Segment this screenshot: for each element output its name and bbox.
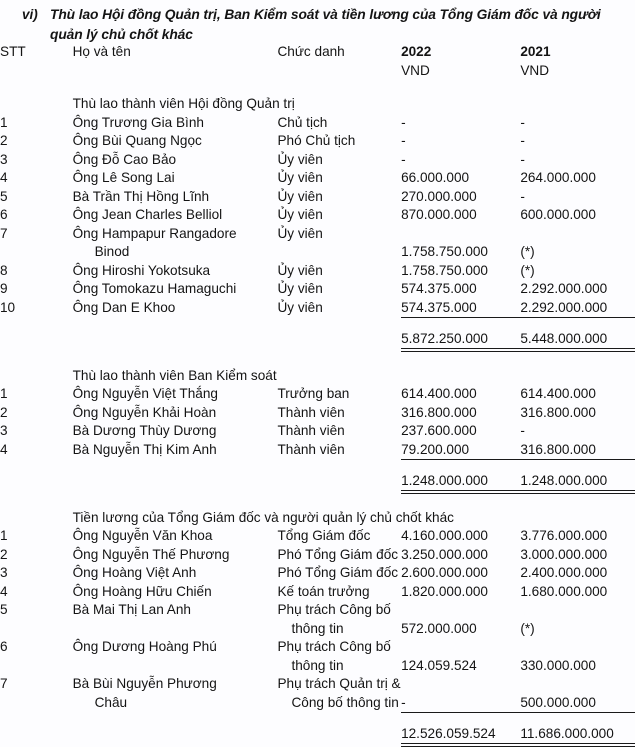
total-amount-prior: 1.248.000.000 bbox=[520, 472, 608, 488]
row-stt-continuation bbox=[0, 243, 73, 262]
row-name: Ông Hampapur Rangadore bbox=[72, 225, 237, 241]
row-name: Bà Dương Thùy Dương bbox=[72, 423, 217, 438]
row-role: Ủy viên bbox=[277, 281, 323, 296]
header-role: Chức danh bbox=[277, 44, 345, 59]
spacer-cell bbox=[0, 713, 73, 720]
spacer-cell bbox=[73, 494, 278, 509]
spacer-cell bbox=[277, 318, 401, 325]
row-role: Ủy viên bbox=[277, 262, 323, 278]
row-stt: 2 bbox=[0, 404, 8, 420]
table-row bbox=[0, 601, 635, 620]
row-name: Ông Nguyễn Việt Thắng bbox=[72, 386, 218, 401]
row-name: Ông Bùi Quang Ngọc bbox=[72, 133, 202, 148]
row-stt: 5 bbox=[0, 602, 8, 617]
row-amount-current: 574.375.000 bbox=[401, 299, 477, 315]
table-row bbox=[0, 299, 635, 318]
table-row bbox=[0, 262, 635, 281]
row-amount-current: - bbox=[401, 133, 406, 148]
section-title-row bbox=[0, 95, 635, 114]
row-amount-prior: - bbox=[520, 151, 525, 167]
section-title-row bbox=[0, 509, 635, 528]
table-row bbox=[0, 422, 635, 441]
table-row bbox=[0, 441, 635, 460]
currency-spacer-role bbox=[277, 62, 401, 81]
row-amount-current-spacer bbox=[401, 225, 520, 244]
row-role-continuation: thông tin bbox=[291, 657, 344, 673]
spacer-cell bbox=[520, 318, 635, 325]
row-role: Tổng Giám đốc bbox=[277, 528, 371, 543]
spacer-cell bbox=[0, 80, 73, 95]
row-name: Ông Jean Charles Belliol bbox=[72, 207, 223, 222]
row-stt: 3 bbox=[0, 151, 8, 167]
row-amount-prior: (*) bbox=[520, 620, 535, 636]
row-stt: 2 bbox=[0, 546, 8, 562]
table-head bbox=[0, 43, 635, 80]
row-amount-current-spacer bbox=[401, 601, 520, 620]
row-amount-prior: 600.000.000 bbox=[520, 207, 596, 222]
row-amount-prior: 264.000.000 bbox=[520, 170, 596, 185]
section-title-stt-spacer bbox=[0, 509, 73, 528]
row-name: Bà Trần Thị Hồng Lĩnh bbox=[72, 188, 210, 204]
row-name-continuation: Châu bbox=[94, 694, 128, 710]
row-amount-prior-spacer bbox=[520, 225, 635, 244]
header-year-prior: 2021 bbox=[520, 44, 551, 59]
row-amount-current: - bbox=[401, 114, 406, 130]
row-name-continuation bbox=[73, 620, 278, 639]
table-row bbox=[0, 638, 635, 657]
total-amount-current: 1.248.000.000 bbox=[401, 472, 488, 488]
spacer-cell bbox=[0, 744, 73, 747]
total-name-spacer bbox=[73, 472, 278, 491]
row-stt: 6 bbox=[0, 639, 8, 654]
table-row bbox=[0, 404, 635, 423]
row-role: Ủy viên bbox=[277, 225, 323, 241]
section-gap bbox=[0, 352, 635, 367]
row-role: Ủy viên bbox=[277, 170, 323, 185]
table-row bbox=[0, 132, 635, 151]
spacer-cell bbox=[73, 318, 278, 325]
row-amount-prior-spacer bbox=[520, 675, 635, 694]
total-role-spacer bbox=[277, 472, 401, 491]
note-title: Thù lao Hội đồng Quản trị, Ban Kiểm soát và tiền lương của Tổng Giám đốc và người quản lý chủ chốt khác bbox=[50, 7, 601, 42]
spacer-cell bbox=[520, 744, 635, 747]
row-name: Ông Nguyễn Văn Khoa bbox=[72, 528, 213, 543]
currency-spacer-stt bbox=[0, 62, 73, 81]
row-amount-current: - bbox=[401, 694, 406, 710]
row-role: Trưởng ban bbox=[277, 386, 350, 401]
spacer-cell bbox=[73, 744, 278, 747]
table-row bbox=[0, 564, 635, 583]
row-amount-current: 1.820.000.000 bbox=[401, 583, 488, 599]
row-name: Ông Hiroshi Yokotsuka bbox=[72, 262, 211, 278]
row-name: Ông Nguyễn Thế Phương bbox=[72, 546, 230, 562]
row-amount-prior: 2.400.000.000 bbox=[520, 565, 608, 580]
row-amount-prior: - bbox=[520, 188, 525, 204]
spacer-cell bbox=[401, 318, 520, 325]
row-stt: 3 bbox=[0, 565, 8, 580]
total-stt-spacer bbox=[0, 725, 73, 744]
row-name: Bà Nguyễn Thị Kim Anh bbox=[72, 441, 217, 457]
spacer-cell bbox=[73, 80, 278, 95]
row-stt: 6 bbox=[0, 207, 8, 222]
section-total-row bbox=[0, 472, 635, 491]
note-heading bbox=[0, 5, 635, 45]
spacer-cell bbox=[73, 352, 278, 367]
row-role: Phụ trách Quản trị & bbox=[277, 676, 401, 691]
currency-current: VND bbox=[401, 62, 430, 78]
spacer-cell bbox=[277, 494, 401, 509]
spacer-cell bbox=[520, 713, 635, 720]
table-row-continuation bbox=[0, 243, 635, 262]
header-stt: STT bbox=[0, 44, 26, 59]
row-name: Bà Mai Thị Lan Anh bbox=[72, 602, 191, 617]
table-body bbox=[0, 80, 635, 747]
currency-prior: VND bbox=[520, 62, 550, 78]
table-row bbox=[0, 151, 635, 170]
table-row-continuation bbox=[0, 694, 635, 713]
section-gap bbox=[0, 80, 635, 95]
currency-spacer-name bbox=[73, 62, 278, 81]
table-row bbox=[0, 114, 635, 133]
spacer-cell bbox=[401, 713, 520, 720]
row-name: Ông Tomokazu Hamaguchi bbox=[72, 281, 237, 296]
row-role: Thành viên bbox=[277, 404, 345, 420]
row-role: Phó Chủ tịch bbox=[277, 133, 356, 148]
remuneration-table bbox=[0, 43, 635, 747]
total-role-spacer bbox=[277, 330, 401, 349]
spacer-cell bbox=[277, 80, 401, 95]
row-amount-prior-spacer bbox=[520, 601, 635, 620]
total-amount-prior: 5.448.000.000 bbox=[520, 330, 608, 346]
table-row bbox=[0, 188, 635, 207]
row-role: Chủ tịch bbox=[277, 114, 328, 130]
row-name: Ông Hoàng Việt Anh bbox=[72, 565, 197, 580]
spacer-cell bbox=[0, 494, 73, 509]
row-stt-continuation bbox=[0, 657, 73, 676]
row-amount-current: 572.000.000 bbox=[401, 620, 477, 636]
row-role: Phụ trách Công bố bbox=[277, 639, 391, 654]
row-name: Bà Bùi Nguyễn Phương bbox=[72, 676, 217, 691]
section-total-row bbox=[0, 725, 635, 744]
section-total-row bbox=[0, 330, 635, 349]
row-role-continuation bbox=[277, 243, 401, 262]
spacer-cell bbox=[520, 494, 635, 509]
row-role: Kế toán trưởng bbox=[277, 583, 370, 599]
total-stt-spacer bbox=[0, 330, 73, 349]
row-stt: 8 bbox=[0, 262, 8, 278]
row-amount-prior: 330.000.000 bbox=[520, 657, 596, 673]
total-name-spacer bbox=[73, 330, 278, 349]
row-amount-prior: 316.800.000 bbox=[520, 404, 596, 420]
section-title: Thù lao thành viên Hội đồng Quản trị bbox=[72, 96, 295, 111]
row-amount-prior: 2.292.000.000 bbox=[520, 281, 608, 296]
table-row bbox=[0, 385, 635, 404]
row-amount-current: 79.200.000 bbox=[401, 441, 470, 457]
table-row bbox=[0, 583, 635, 602]
spacer-cell bbox=[0, 352, 73, 367]
section-gap bbox=[0, 494, 635, 509]
row-name: Ông Nguyễn Khải Hoàn bbox=[72, 404, 217, 420]
total-amount-current: 5.872.250.000 bbox=[401, 330, 488, 346]
row-amount-prior: - bbox=[520, 133, 525, 148]
spacer-cell bbox=[0, 460, 73, 467]
row-amount-current: 3.250.000.000 bbox=[401, 546, 488, 562]
section-title-stt-spacer bbox=[0, 95, 73, 114]
row-amount-current-spacer bbox=[401, 675, 520, 694]
table-row bbox=[0, 527, 635, 546]
note-marker: vi) bbox=[22, 7, 38, 22]
row-amount-prior: 3.000.000.000 bbox=[520, 546, 608, 562]
row-name-continuation bbox=[73, 657, 278, 676]
total-rule-top bbox=[0, 713, 635, 720]
spacer-cell bbox=[277, 713, 401, 720]
row-stt-continuation bbox=[0, 620, 73, 639]
spacer-cell bbox=[277, 352, 401, 367]
table-currency-row bbox=[0, 62, 635, 81]
row-stt: 5 bbox=[0, 188, 8, 204]
row-stt-continuation bbox=[0, 694, 73, 713]
spacer-cell bbox=[73, 460, 278, 467]
total-rule-top bbox=[0, 318, 635, 325]
row-role-continuation: thông tin bbox=[291, 620, 344, 636]
spacer-cell bbox=[401, 494, 520, 509]
row-amount-current: 574.375.000 bbox=[401, 281, 477, 296]
header-year-current: 2022 bbox=[401, 44, 432, 59]
table-row bbox=[0, 675, 635, 694]
row-stt: 4 bbox=[0, 441, 8, 457]
section-title-stt-spacer bbox=[0, 367, 73, 386]
total-amount-current: 12.526.059.524 bbox=[401, 725, 496, 741]
table-row bbox=[0, 546, 635, 565]
row-amount-prior: 3.776.000.000 bbox=[520, 528, 608, 543]
row-amount-current: 614.400.000 bbox=[401, 386, 477, 401]
row-amount-current: 316.800.000 bbox=[401, 404, 477, 420]
row-name-continuation: Binod bbox=[94, 244, 130, 259]
row-amount-prior: 614.400.000 bbox=[520, 386, 596, 401]
row-amount-current: 270.000.000 bbox=[401, 188, 477, 204]
total-name-spacer bbox=[73, 725, 278, 744]
row-role: Thành viên bbox=[277, 441, 345, 457]
spacer-cell bbox=[520, 352, 635, 367]
row-amount-prior-spacer bbox=[520, 638, 635, 657]
row-amount-current: 237.600.000 bbox=[401, 423, 477, 438]
section-title: Tiền lương của Tổng Giám đốc và người quản lý chủ chốt khác bbox=[72, 509, 454, 525]
spacer-cell bbox=[401, 460, 520, 467]
row-stt: 1 bbox=[0, 528, 8, 543]
header-name: Họ và tên bbox=[72, 44, 131, 59]
row-amount-prior: - bbox=[520, 423, 525, 438]
row-role: Phó Tổng Giám đốc bbox=[277, 565, 399, 580]
table-row-continuation bbox=[0, 620, 635, 639]
row-stt: 2 bbox=[0, 133, 8, 148]
row-amount-prior: 316.800.000 bbox=[520, 441, 596, 457]
spacer-cell bbox=[0, 318, 73, 325]
row-amount-current: 4.160.000.000 bbox=[401, 528, 488, 543]
row-name: Ông Trương Gia Bình bbox=[72, 114, 204, 130]
row-amount-current: 1.758.750.000 bbox=[401, 244, 488, 259]
spacer-cell bbox=[401, 80, 520, 95]
row-amount-prior: - bbox=[520, 114, 525, 130]
total-rule-top bbox=[0, 460, 635, 467]
total-amount-prior: 11.686.000.000 bbox=[520, 725, 614, 741]
row-name: Ông Hoàng Hữu Chiến bbox=[72, 583, 212, 599]
row-name: Ông Đỗ Cao Bảo bbox=[72, 151, 177, 167]
table-row bbox=[0, 206, 635, 225]
spacer-cell bbox=[520, 460, 635, 467]
row-role: Phó Tổng Giám đốc bbox=[277, 546, 399, 562]
table-row-continuation bbox=[0, 657, 635, 676]
row-amount-current: 124.059.524 bbox=[401, 657, 477, 673]
total-role-spacer bbox=[277, 725, 401, 744]
table-row bbox=[0, 169, 635, 188]
row-amount-prior: 1.680.000.000 bbox=[520, 583, 608, 599]
row-role: Ủy viên bbox=[277, 299, 323, 315]
table-row bbox=[0, 280, 635, 299]
row-amount-prior: (*) bbox=[520, 262, 535, 278]
spacer-cell bbox=[401, 352, 520, 367]
section-title: Thù lao thành viên Ban Kiểm soát bbox=[72, 367, 277, 383]
row-stt: 9 bbox=[0, 281, 8, 296]
row-stt: 10 bbox=[0, 299, 16, 315]
row-amount-current: 870.000.000 bbox=[401, 207, 477, 222]
row-role: Ủy viên bbox=[277, 188, 323, 204]
total-stt-spacer bbox=[0, 472, 73, 491]
row-name: Ông Dương Hoàng Phú bbox=[72, 639, 217, 654]
row-stt: 1 bbox=[0, 386, 8, 401]
row-role: Ủy viên bbox=[277, 207, 323, 222]
row-stt: 4 bbox=[0, 583, 8, 599]
spacer-cell bbox=[401, 744, 520, 747]
spacer-cell bbox=[520, 80, 635, 95]
row-role-continuation: Công bố thông tin bbox=[291, 694, 399, 710]
spacer-cell bbox=[277, 460, 401, 467]
row-name: Ông Lê Song Lai bbox=[72, 170, 175, 185]
row-stt: 7 bbox=[0, 225, 8, 241]
row-name: Ông Dan E Khoo bbox=[72, 299, 176, 315]
row-amount-prior: (*) bbox=[520, 244, 535, 259]
spacer-cell bbox=[73, 713, 278, 720]
table-row bbox=[0, 225, 635, 244]
table-header-row bbox=[0, 43, 635, 62]
row-stt: 4 bbox=[0, 170, 8, 185]
row-amount-current: 1.758.750.000 bbox=[401, 262, 488, 278]
row-amount-current-spacer bbox=[401, 638, 520, 657]
row-role: Ủy viên bbox=[277, 151, 323, 167]
row-amount-current: 2.600.000.000 bbox=[401, 565, 488, 580]
row-role: Phụ trách Công bố bbox=[277, 602, 391, 617]
row-role: Thành viên bbox=[277, 423, 345, 438]
row-amount-prior: 500.000.000 bbox=[520, 694, 596, 710]
total-rule-double bbox=[0, 744, 635, 747]
row-stt: 1 bbox=[0, 114, 8, 130]
spacer-cell bbox=[277, 744, 401, 747]
section-title-row bbox=[0, 367, 635, 386]
row-amount-current: - bbox=[401, 151, 406, 167]
row-stt: 7 bbox=[0, 676, 8, 691]
row-stt: 3 bbox=[0, 423, 8, 438]
row-amount-current: 66.000.000 bbox=[401, 170, 470, 185]
row-amount-prior: 2.292.000.000 bbox=[520, 299, 608, 315]
